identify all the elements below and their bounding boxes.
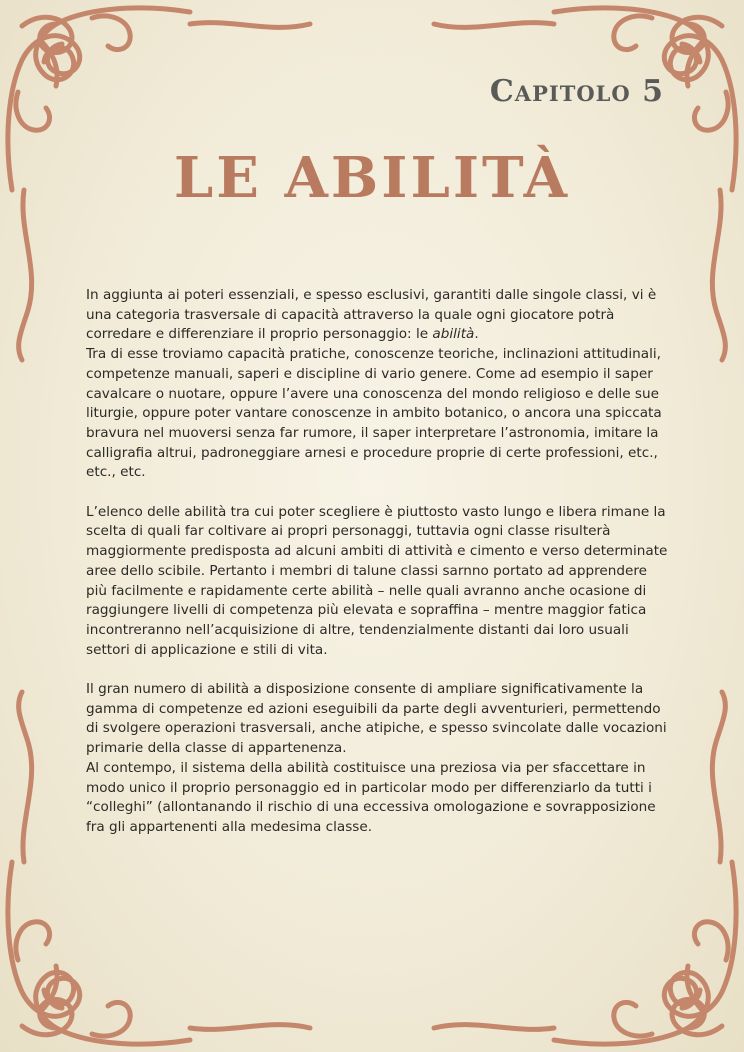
paragraph-4: Il gran numero di abilità a disposizione consente di ampliare significativamente la gamma di competenze ed azioni eseguibili da parte degli avventurieri, permettendo di svolgere operazioni trasversali, anche atipiche, e spesso svincolate dalle vocazioni primarie della classe di appartenenza. bbox=[86, 681, 667, 757]
paragraph-1-end: . bbox=[474, 326, 479, 343]
paragraph-1-text: In aggiunta ai poteri essenziali, e spesso esclusivi, garantiti dalle singole classi, vi è una categoria trasversale di capacità attraverso la quale ogni giocatore potrà corredare e differenziare il proprio personaggio: le bbox=[86, 287, 657, 343]
paragraph-1 bbox=[86, 286, 672, 345]
abilita-emphasis: abilità bbox=[432, 326, 475, 343]
chapter-label: Capitolo 5 bbox=[489, 74, 664, 109]
page-title: LE ABILITÀ bbox=[173, 145, 571, 211]
paragraph-2: Tra di esse troviamo capacità pratiche, conoscenze teoriche, inclinazioni attitudinali, competenze manuali, saperi e discipline di vario genere. Come ad esempio il saper cavalcare o nuotare, oppure l’avere una conoscenza del mondo religioso e delle sue liturgie, oppure poter vantare conoscenze in ambito botanico, o ancora una spiccata bravura nel muoversi senza far rumore, il saper interpretare l’astronomia, imitare la calligrafia altrui, padroneggiare arnesi e procedure proprie di certe professioni, etc., etc., etc. bbox=[86, 346, 662, 481]
paragraph-3: L’elenco delle abilità tra cui poter scegliere è piuttosto vasto lungo e libera rimane la scelta di quali far coltivare ai propri personaggi, tuttavia ogni classe risulterà maggiormente predisposta ad alcuni ambiti di attività e cimento e verso determinate aree dello scibile. Pertanto i membri di talune classi sarnno portato ad apprendere più facilmente e rapidamente certe abilità – nelle quali avranno anche ocasione di raggiungere livelli di competenza più elevata e sopraffina – mentre maggior fatica incontreranno nell’acquisizione di altre, tendenzialmente distanti dai loro usuali settori di applicazione e stili di vita. bbox=[86, 503, 668, 658]
body-text bbox=[86, 286, 672, 838]
paragraph-5: Al contempo, il sistema della abilità costituisce una preziosa via per sfaccettare in modo unico il proprio personaggio ed in particolar modo per differenziarlo da tutti i “colleghi” (allontanando il rischio di una eccessiva omologazione e sovrapposizione fra gli appartenenti alla medesima classe. bbox=[86, 759, 656, 835]
